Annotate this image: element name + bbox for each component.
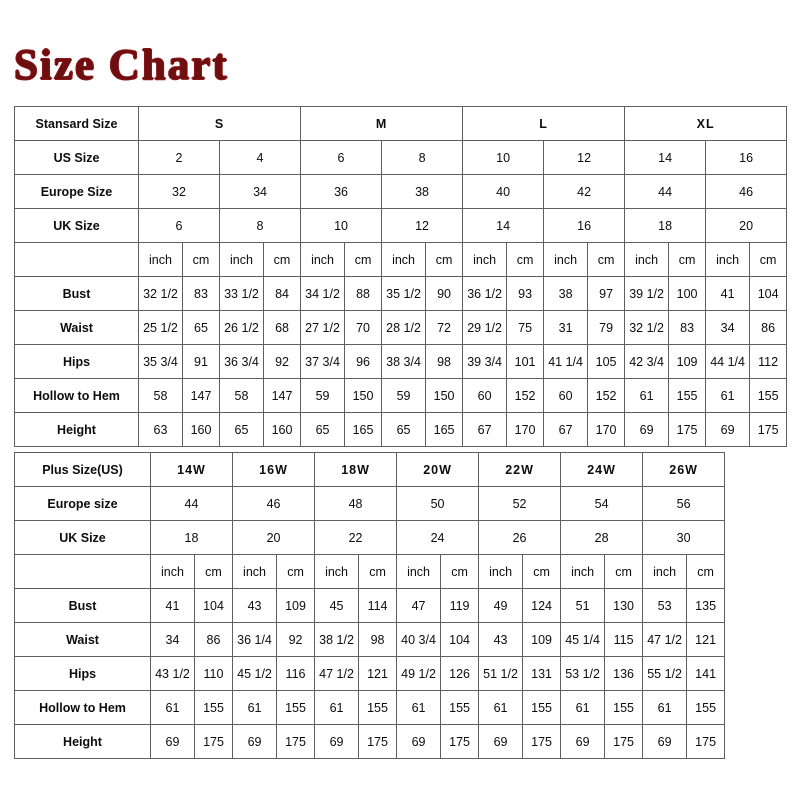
- unit-cell: cm: [195, 555, 233, 589]
- value-cell: 35 3/4: [139, 345, 183, 379]
- value-cell: 47: [397, 589, 441, 623]
- value-cell: 155: [605, 691, 643, 725]
- plus-header-row: [15, 453, 725, 487]
- value-cell: 47 1/2: [643, 623, 687, 657]
- value-cell: 175: [669, 413, 706, 447]
- value-cell: 61: [315, 691, 359, 725]
- value-cell: 83: [183, 277, 220, 311]
- value-cell: 116: [277, 657, 315, 691]
- unit-cell: inch: [561, 555, 605, 589]
- group-size-XL: XL: [625, 107, 787, 141]
- standard-row-waist: [15, 311, 787, 345]
- unit-cell: inch: [643, 555, 687, 589]
- value-cell: 126: [441, 657, 479, 691]
- value-cell: 61: [151, 691, 195, 725]
- row-label-europe: Europe size: [15, 487, 151, 521]
- value-cell: 101: [507, 345, 544, 379]
- value-cell: 61: [233, 691, 277, 725]
- row-label-europe: Europe Size: [15, 175, 139, 209]
- value-cell: 36 3/4: [220, 345, 264, 379]
- unit-cell: inch: [139, 243, 183, 277]
- standard-row-europe: [15, 175, 787, 209]
- value-cell: 59: [382, 379, 426, 413]
- blank-cell: [15, 555, 151, 589]
- value-cell: 121: [687, 623, 725, 657]
- value-cell: 61: [397, 691, 441, 725]
- value-cell: 155: [669, 379, 706, 413]
- value-cell: 42 3/4: [625, 345, 669, 379]
- value-cell: 24: [397, 521, 479, 555]
- plus-row-uk: [15, 521, 725, 555]
- unit-cell: inch: [463, 243, 507, 277]
- standard-corner-label: Stansard Size: [15, 107, 139, 141]
- value-cell: 45: [315, 589, 359, 623]
- value-cell: 155: [750, 379, 787, 413]
- value-cell: 22: [315, 521, 397, 555]
- row-label-bust: Bust: [15, 277, 139, 311]
- plus-size-table: [14, 452, 725, 759]
- value-cell: 155: [441, 691, 479, 725]
- value-cell: 49: [479, 589, 523, 623]
- value-cell: 155: [523, 691, 561, 725]
- plus-size-22W: 22W: [479, 453, 561, 487]
- value-cell: 92: [264, 345, 301, 379]
- value-cell: 20: [706, 209, 787, 243]
- row-label-height: Height: [15, 413, 139, 447]
- value-cell: 69: [397, 725, 441, 759]
- value-cell: 152: [507, 379, 544, 413]
- unit-cell: inch: [301, 243, 345, 277]
- blank-cell: [15, 243, 139, 277]
- value-cell: 147: [183, 379, 220, 413]
- row-label-uk: UK Size: [15, 209, 139, 243]
- value-cell: 141: [687, 657, 725, 691]
- value-cell: 115: [605, 623, 643, 657]
- value-cell: 44 1/4: [706, 345, 750, 379]
- value-cell: 155: [195, 691, 233, 725]
- value-cell: 41: [706, 277, 750, 311]
- row-label-waist: Waist: [15, 623, 151, 657]
- value-cell: 124: [523, 589, 561, 623]
- unit-cell: cm: [345, 243, 382, 277]
- value-cell: 25 1/2: [139, 311, 183, 345]
- value-cell: 14: [625, 141, 706, 175]
- value-cell: 88: [345, 277, 382, 311]
- value-cell: 150: [426, 379, 463, 413]
- value-cell: 69: [479, 725, 523, 759]
- value-cell: 12: [544, 141, 625, 175]
- value-cell: 10: [301, 209, 382, 243]
- value-cell: 86: [750, 311, 787, 345]
- value-cell: 70: [345, 311, 382, 345]
- unit-cell: cm: [687, 555, 725, 589]
- value-cell: 109: [669, 345, 706, 379]
- value-cell: 114: [359, 589, 397, 623]
- value-cell: 58: [139, 379, 183, 413]
- value-cell: 135: [687, 589, 725, 623]
- unit-cell: cm: [359, 555, 397, 589]
- value-cell: 98: [359, 623, 397, 657]
- value-cell: 16: [706, 141, 787, 175]
- value-cell: 40: [463, 175, 544, 209]
- value-cell: 152: [588, 379, 625, 413]
- value-cell: 175: [605, 725, 643, 759]
- unit-cell: cm: [750, 243, 787, 277]
- standard-row-hollow: [15, 379, 787, 413]
- value-cell: 34: [220, 175, 301, 209]
- row-label-uk: UK Size: [15, 521, 151, 555]
- unit-cell: inch: [315, 555, 359, 589]
- value-cell: 34 1/2: [301, 277, 345, 311]
- value-cell: 69: [151, 725, 195, 759]
- plus-row-waist: [15, 623, 725, 657]
- value-cell: 39 1/2: [625, 277, 669, 311]
- row-label-hollow: Hollow to Hem: [15, 691, 151, 725]
- value-cell: 61: [561, 691, 605, 725]
- value-cell: 147: [264, 379, 301, 413]
- value-cell: 44: [151, 487, 233, 521]
- value-cell: 90: [426, 277, 463, 311]
- value-cell: 175: [359, 725, 397, 759]
- value-cell: 28 1/2: [382, 311, 426, 345]
- plus-size-16W: 16W: [233, 453, 315, 487]
- unit-cell: inch: [151, 555, 195, 589]
- value-cell: 28: [561, 521, 643, 555]
- value-cell: 170: [588, 413, 625, 447]
- value-cell: 38 3/4: [382, 345, 426, 379]
- value-cell: 38: [382, 175, 463, 209]
- value-cell: 69: [706, 413, 750, 447]
- value-cell: 43: [233, 589, 277, 623]
- value-cell: 110: [195, 657, 233, 691]
- value-cell: 175: [750, 413, 787, 447]
- value-cell: 60: [544, 379, 588, 413]
- unit-cell: inch: [706, 243, 750, 277]
- value-cell: 20: [233, 521, 315, 555]
- value-cell: 29 1/2: [463, 311, 507, 345]
- value-cell: 48: [315, 487, 397, 521]
- value-cell: 83: [669, 311, 706, 345]
- value-cell: 155: [277, 691, 315, 725]
- value-cell: 51 1/2: [479, 657, 523, 691]
- unit-cell: inch: [544, 243, 588, 277]
- unit-cell: cm: [441, 555, 479, 589]
- unit-cell: inch: [382, 243, 426, 277]
- unit-cell: cm: [264, 243, 301, 277]
- value-cell: 56: [643, 487, 725, 521]
- value-cell: 65: [301, 413, 345, 447]
- value-cell: 69: [625, 413, 669, 447]
- value-cell: 43 1/2: [151, 657, 195, 691]
- value-cell: 136: [605, 657, 643, 691]
- standard-row-us: [15, 141, 787, 175]
- value-cell: 105: [588, 345, 625, 379]
- value-cell: 63: [139, 413, 183, 447]
- value-cell: 61: [706, 379, 750, 413]
- value-cell: 41: [151, 589, 195, 623]
- row-label-hollow: Hollow to Hem: [15, 379, 139, 413]
- unit-cell: inch: [397, 555, 441, 589]
- value-cell: 65: [220, 413, 264, 447]
- plus-size-14W: 14W: [151, 453, 233, 487]
- value-cell: 79: [588, 311, 625, 345]
- value-cell: 119: [441, 589, 479, 623]
- value-cell: 60: [463, 379, 507, 413]
- unit-cell: cm: [426, 243, 463, 277]
- row-label-hips: Hips: [15, 345, 139, 379]
- value-cell: 109: [277, 589, 315, 623]
- value-cell: 18: [151, 521, 233, 555]
- value-cell: 26: [479, 521, 561, 555]
- standard-row-height: [15, 413, 787, 447]
- value-cell: 121: [359, 657, 397, 691]
- value-cell: 97: [588, 277, 625, 311]
- unit-cell: cm: [605, 555, 643, 589]
- value-cell: 109: [523, 623, 561, 657]
- value-cell: 32 1/2: [625, 311, 669, 345]
- value-cell: 69: [643, 725, 687, 759]
- plus-size-18W: 18W: [315, 453, 397, 487]
- value-cell: 58: [220, 379, 264, 413]
- value-cell: 33 1/2: [220, 277, 264, 311]
- unit-cell: cm: [523, 555, 561, 589]
- unit-cell: cm: [669, 243, 706, 277]
- group-size-S: S: [139, 107, 301, 141]
- group-size-M: M: [301, 107, 463, 141]
- value-cell: 53 1/2: [561, 657, 605, 691]
- value-cell: 45 1/4: [561, 623, 605, 657]
- value-cell: 6: [139, 209, 220, 243]
- value-cell: 40 3/4: [397, 623, 441, 657]
- row-label-height: Height: [15, 725, 151, 759]
- value-cell: 32: [139, 175, 220, 209]
- unit-cell: inch: [479, 555, 523, 589]
- value-cell: 92: [277, 623, 315, 657]
- standard-size-table: [14, 106, 787, 447]
- value-cell: 72: [426, 311, 463, 345]
- value-cell: 165: [345, 413, 382, 447]
- value-cell: 12: [382, 209, 463, 243]
- standard-row-hips: [15, 345, 787, 379]
- unit-cell: inch: [220, 243, 264, 277]
- value-cell: 98: [426, 345, 463, 379]
- value-cell: 37 3/4: [301, 345, 345, 379]
- value-cell: 47 1/2: [315, 657, 359, 691]
- value-cell: 51: [561, 589, 605, 623]
- value-cell: 26 1/2: [220, 311, 264, 345]
- plus-row-europe: [15, 487, 725, 521]
- value-cell: 160: [264, 413, 301, 447]
- unit-cell: inch: [625, 243, 669, 277]
- value-cell: 175: [195, 725, 233, 759]
- value-cell: 27 1/2: [301, 311, 345, 345]
- plus-unit-row: [15, 555, 725, 589]
- value-cell: 46: [233, 487, 315, 521]
- value-cell: 69: [233, 725, 277, 759]
- row-label-waist: Waist: [15, 311, 139, 345]
- value-cell: 41 1/4: [544, 345, 588, 379]
- value-cell: 61: [625, 379, 669, 413]
- value-cell: 8: [220, 209, 301, 243]
- value-cell: 104: [750, 277, 787, 311]
- value-cell: 150: [345, 379, 382, 413]
- value-cell: 49 1/2: [397, 657, 441, 691]
- value-cell: 39 3/4: [463, 345, 507, 379]
- plus-row-hollow: [15, 691, 725, 725]
- value-cell: 45 1/2: [233, 657, 277, 691]
- plus-size-26W: 26W: [643, 453, 725, 487]
- value-cell: 112: [750, 345, 787, 379]
- value-cell: 53: [643, 589, 687, 623]
- value-cell: 4: [220, 141, 301, 175]
- plus-row-height: [15, 725, 725, 759]
- value-cell: 54: [561, 487, 643, 521]
- value-cell: 52: [479, 487, 561, 521]
- value-cell: 104: [441, 623, 479, 657]
- value-cell: 91: [183, 345, 220, 379]
- value-cell: 32 1/2: [139, 277, 183, 311]
- value-cell: 67: [463, 413, 507, 447]
- value-cell: 10: [463, 141, 544, 175]
- value-cell: 65: [183, 311, 220, 345]
- value-cell: 131: [523, 657, 561, 691]
- unit-cell: inch: [233, 555, 277, 589]
- value-cell: 46: [706, 175, 787, 209]
- value-cell: 42: [544, 175, 625, 209]
- row-label-bust: Bust: [15, 589, 151, 623]
- value-cell: 50: [397, 487, 479, 521]
- value-cell: 160: [183, 413, 220, 447]
- value-cell: 36 1/4: [233, 623, 277, 657]
- plus-row-hips: [15, 657, 725, 691]
- value-cell: 44: [625, 175, 706, 209]
- value-cell: 96: [345, 345, 382, 379]
- row-label-hips: Hips: [15, 657, 151, 691]
- page-title: Size Chart: [14, 42, 229, 89]
- value-cell: 61: [479, 691, 523, 725]
- standard-header-row: [15, 107, 787, 141]
- value-cell: 155: [359, 691, 397, 725]
- value-cell: 130: [605, 589, 643, 623]
- plus-size-24W: 24W: [561, 453, 643, 487]
- unit-cell: cm: [588, 243, 625, 277]
- value-cell: 104: [195, 589, 233, 623]
- group-size-L: L: [463, 107, 625, 141]
- value-cell: 18: [625, 209, 706, 243]
- value-cell: 6: [301, 141, 382, 175]
- value-cell: 69: [315, 725, 359, 759]
- value-cell: 69: [561, 725, 605, 759]
- value-cell: 68: [264, 311, 301, 345]
- value-cell: 14: [463, 209, 544, 243]
- value-cell: 34: [706, 311, 750, 345]
- value-cell: 2: [139, 141, 220, 175]
- value-cell: 100: [669, 277, 706, 311]
- value-cell: 165: [426, 413, 463, 447]
- standard-row-uk: [15, 209, 787, 243]
- value-cell: 38 1/2: [315, 623, 359, 657]
- value-cell: 93: [507, 277, 544, 311]
- value-cell: 175: [441, 725, 479, 759]
- plus-size-20W: 20W: [397, 453, 479, 487]
- unit-cell: cm: [277, 555, 315, 589]
- unit-cell: cm: [507, 243, 544, 277]
- value-cell: 170: [507, 413, 544, 447]
- standard-row-bust: [15, 277, 787, 311]
- value-cell: 175: [523, 725, 561, 759]
- row-label-us: US Size: [15, 141, 139, 175]
- plus-corner-label: Plus Size(US): [15, 453, 151, 487]
- value-cell: 84: [264, 277, 301, 311]
- unit-cell: cm: [183, 243, 220, 277]
- value-cell: 36 1/2: [463, 277, 507, 311]
- value-cell: 86: [195, 623, 233, 657]
- value-cell: 61: [643, 691, 687, 725]
- value-cell: 34: [151, 623, 195, 657]
- value-cell: 155: [687, 691, 725, 725]
- value-cell: 36: [301, 175, 382, 209]
- plus-row-bust: [15, 589, 725, 623]
- value-cell: 65: [382, 413, 426, 447]
- value-cell: 75: [507, 311, 544, 345]
- value-cell: 175: [687, 725, 725, 759]
- value-cell: 31: [544, 311, 588, 345]
- value-cell: 55 1/2: [643, 657, 687, 691]
- value-cell: 67: [544, 413, 588, 447]
- value-cell: 35 1/2: [382, 277, 426, 311]
- value-cell: 38: [544, 277, 588, 311]
- value-cell: 59: [301, 379, 345, 413]
- value-cell: 8: [382, 141, 463, 175]
- value-cell: 175: [277, 725, 315, 759]
- standard-unit-row: [15, 243, 787, 277]
- value-cell: 16: [544, 209, 625, 243]
- value-cell: 43: [479, 623, 523, 657]
- value-cell: 30: [643, 521, 725, 555]
